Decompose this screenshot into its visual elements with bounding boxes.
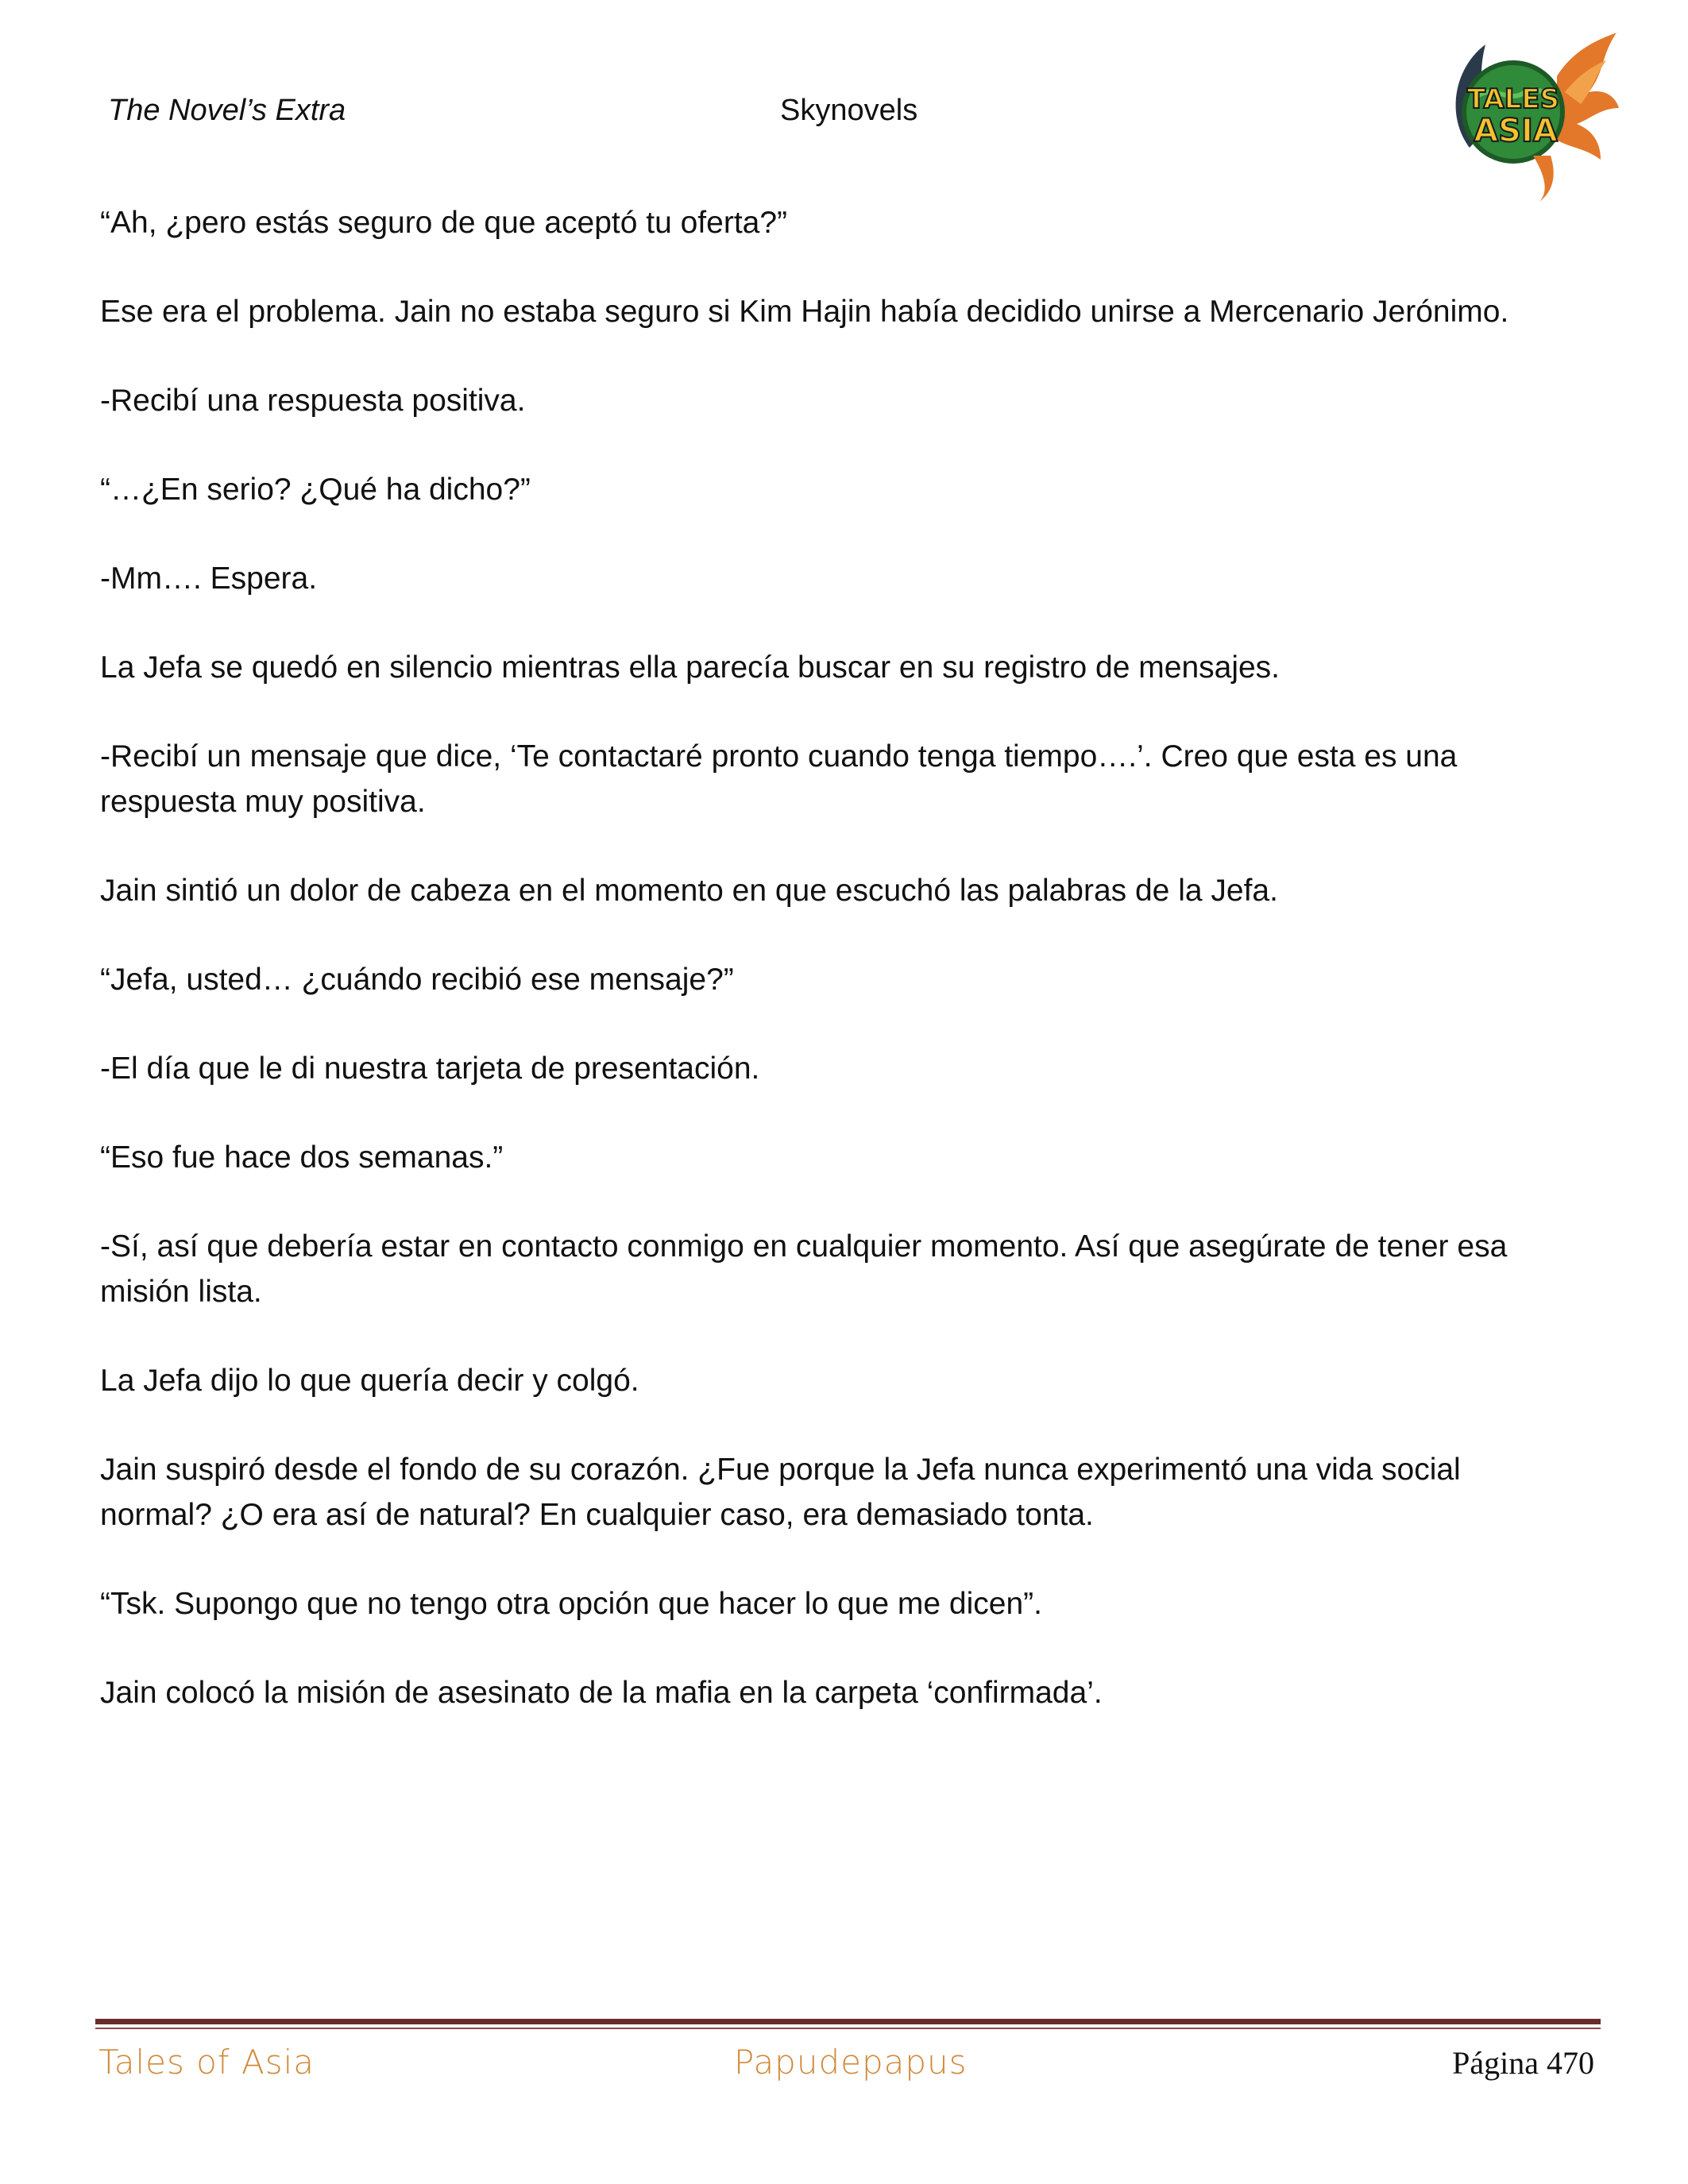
chapter-body <box>100 200 1578 1759</box>
paragraph: -Recibí una respuesta positiva. <box>100 384 526 418</box>
paragraph: La Jefa se quedó en silencio mientras ella parecía buscar en su registro de mensajes. <box>100 650 1280 685</box>
paragraph: “Ah, ¿pero estás seguro de que aceptó tu oferta?” <box>100 206 788 240</box>
page-header <box>0 0 1688 206</box>
paragraph: Jain suspiró desde el fondo de su corazón. ¿Fue porque la Jefa nunca experimentó una vida social normal? ¿O era así de natural? En cualquier caso, era demasiado tonta. <box>100 1453 1461 1532</box>
paragraph: -Mm…. Espera. <box>100 561 318 596</box>
dragon-flame-right <box>1557 33 1619 160</box>
logo-text-tales: TALES <box>1466 83 1560 115</box>
paragraph: Jain sintió un dolor de cabeza en el momento en que escuchó las palabras de la Jefa. <box>100 874 1278 908</box>
paragraph: “Eso fue hace dos semanas.” <box>100 1140 504 1175</box>
paragraph: -Sí, así que debería estar en contacto conmigo en cualquier momento. Así que asegúrate de tener esa misión lista. <box>100 1229 1508 1309</box>
novel-title: The Novel’s Extra <box>108 94 346 127</box>
paragraph: “…¿En serio? ¿Qué ha dicho?” <box>100 473 531 507</box>
paragraph: -El día que le di nuestra tarjeta de presentación. <box>100 1051 760 1086</box>
footer-translator: Papudepapus <box>734 2043 968 2082</box>
paragraph: “Tsk. Supongo que no tengo otra opción que hacer lo que me dicen”. <box>100 1587 1042 1621</box>
paragraph: -Recibí un mensaje que dice, ‘Te contactaré pronto cuando tenga tiempo….’. Creo que esta es una respuesta muy positiva. <box>100 739 1458 819</box>
paragraph: La Jefa dijo lo que quería decir y colgó. <box>100 1364 639 1398</box>
paragraph: “Jefa, usted… ¿cuándo recibió ese mensaje?” <box>100 963 734 997</box>
footer-publisher: Tales of Asia <box>98 2043 315 2082</box>
tales-of-asia-logo <box>1438 29 1620 203</box>
paragraph: Ese era el problema. Jain no estaba seguro si Kim Hajin había decidido unirse a Mercenario Jerónimo. <box>100 295 1509 329</box>
paragraph: Jain colocó la misión de asesinato de la mafia en la carpeta ‘confirmada’. <box>100 1676 1103 1710</box>
site-name: Skynovels <box>780 94 918 127</box>
page-number: Página 470 <box>1452 2045 1594 2081</box>
footer-rule-thick <box>95 2019 1601 2024</box>
dragon-tail <box>1533 156 1554 202</box>
footer-rule-thin <box>95 2028 1601 2029</box>
logo-text-asia: ASIA <box>1474 113 1558 149</box>
